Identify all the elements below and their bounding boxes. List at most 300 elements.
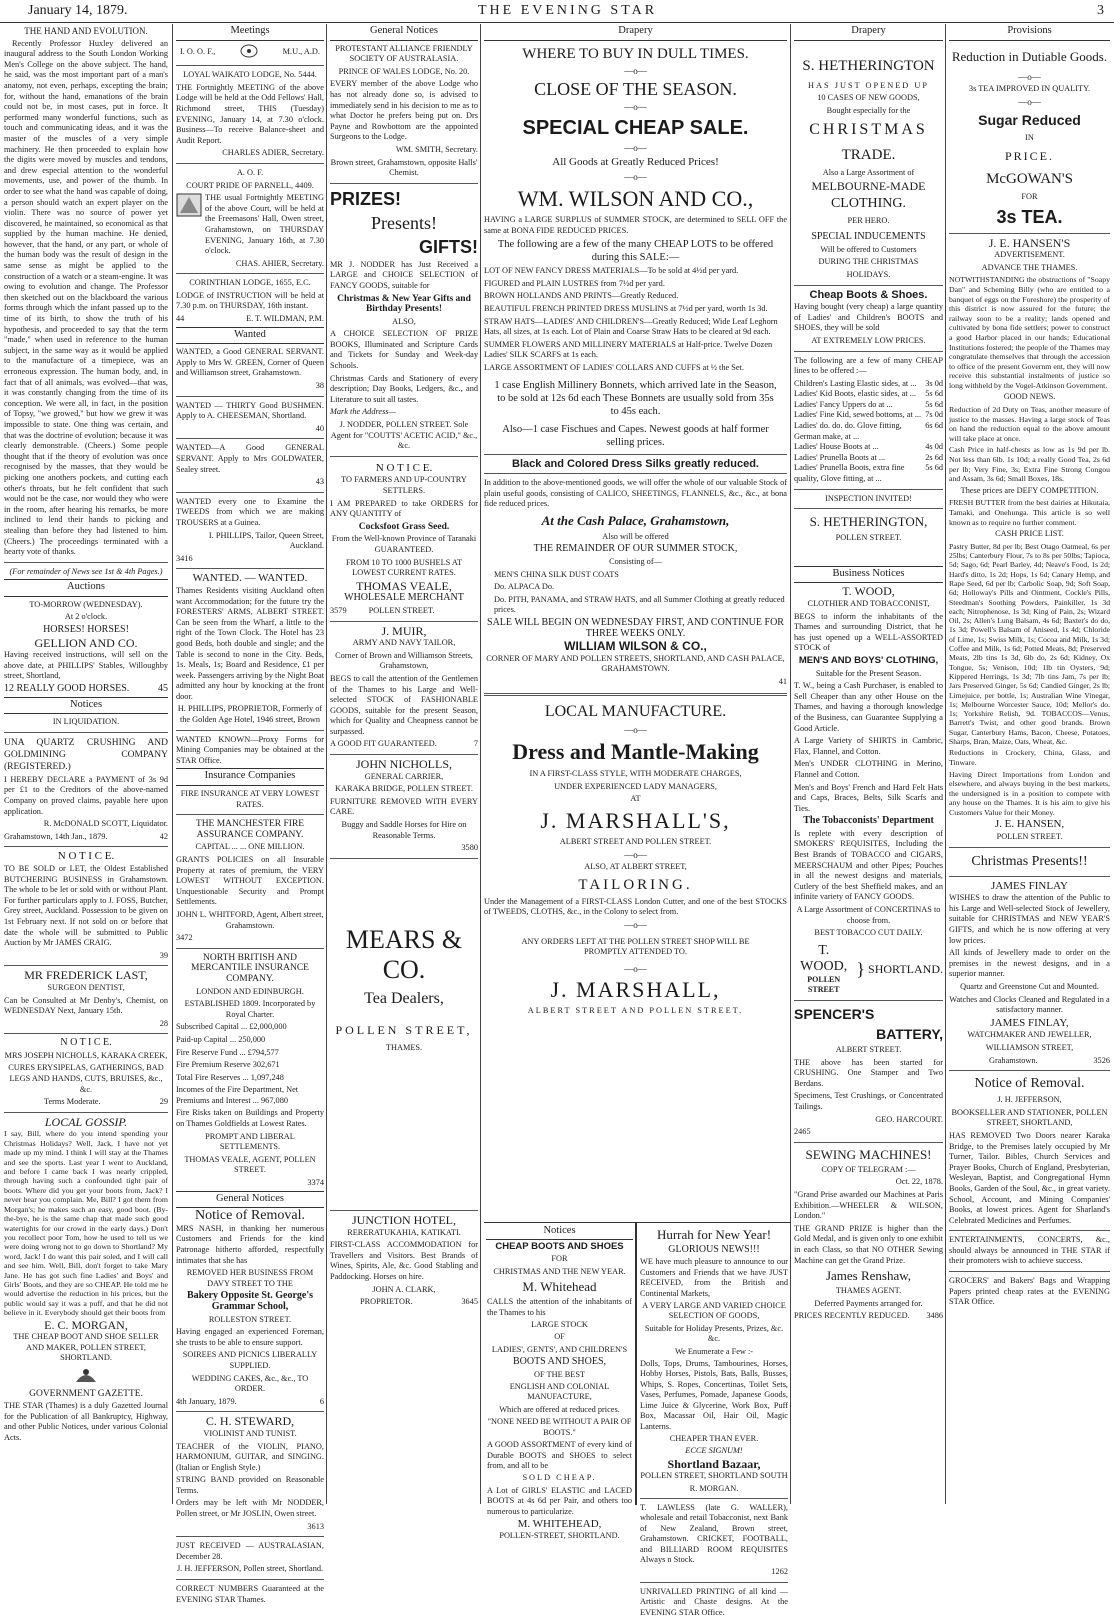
sale-body: Also will be offered [602, 531, 669, 541]
notice-heading: IN LIQUIDATION. [52, 717, 120, 727]
price-item: Ladies' Kid Boots, elastic sides, at ... [794, 389, 917, 399]
headline: GLORIOUS NEWS!!! [668, 1244, 760, 1255]
ad-number: 45 [158, 683, 168, 695]
finance-line: Fire Premium Reserve 302,671 [176, 1060, 280, 1070]
column-3 [330, 24, 478, 1504]
price-value: 7s 0d [925, 410, 943, 420]
price-row [794, 389, 943, 400]
dentist-role: SURGEON DENTIST, [47, 982, 125, 992]
merchant-name: S. HETHERINGTON [802, 57, 935, 74]
sale-lot: MEN'S CHINA SILK DUST COATS [494, 569, 619, 579]
sale-lot: Do. ALPACA Do. [494, 582, 555, 592]
mears-title: MEARS & CO. [345, 924, 463, 984]
capital: CAPITAL ... ... ONE MILLION. [195, 842, 305, 852]
tagline: FOR [1021, 191, 1038, 201]
notice-body: Cash Price in half-chests as low as 1s 9d per lb. Not less than 6lb. 1s 10d; a really Good Tea, 2s 6d per lb; Very Fine, 3s; Extra Fine Strong Congou and Assam, 3s 6d; Small Boxes, 18s. [949, 445, 1110, 484]
musician-name: C. H. STEWARD, [205, 1414, 295, 1429]
town: SHORTLAND. [868, 962, 943, 977]
price-value: 3s 0d [925, 378, 943, 388]
price-row [794, 453, 943, 464]
notice-body: FURNITURE REMOVED WITH EVERY CARE. [330, 796, 478, 817]
page-number: 3 [1097, 3, 1104, 18]
price-value: 5s 6d [925, 399, 943, 409]
tagline: DURING THE CHRISTMAS [818, 257, 919, 267]
insurance-heading: FIRE INSURANCE AT VERY LOWEST RATES. [180, 789, 320, 809]
merchant-role: WHOLESALE MERCHANT [344, 592, 464, 604]
company-name: UNA QUARTZ CRUSHING AND GOLDMINING COMPANY (REGISTERED.) [4, 737, 168, 772]
notice-body: THE above has been started for CRUSHING. One Stamper and Two Berdans. [794, 1057, 943, 1088]
ad-number: 3472 [176, 933, 193, 943]
sale-lot: Also—1 case Fischues and Capes. Newest goods at half former selling prices. [502, 423, 769, 448]
auction-headline: HORSES! HORSES! [43, 624, 129, 636]
wanted-ad: WANTED KNOWN—Proxy Forms for Mining Companies may be obtained at the STAR Office. [176, 734, 324, 765]
bootmaker-name: E. C. MORGAN, [44, 1317, 128, 1332]
notice-date: 4th January, 1879. [176, 1396, 237, 1406]
tagline: IN [1025, 133, 1034, 143]
sale-body: THE REMAINDER OF OUR SUMMER STOCK, [533, 543, 738, 555]
auction-date: TO-MORROW (WEDNESDAY). [29, 599, 143, 609]
tagline: ALSO, AT ALBERT STREET, [584, 862, 687, 872]
gazette-body: THE STAR (Thames) is a duly Gazetted Journal for the Publication of all Bankruptcy, Highway, and other Public Notices, under various Colonial Acts. [4, 1401, 168, 1442]
removal-body: REMOVED HER BUSINESS FROM DAVY STREET TO THE [186, 1268, 314, 1288]
address: ALBERT STREET AND POLLEN STREET. [527, 1006, 744, 1016]
emblem-icon [176, 193, 202, 257]
notice-body: T. LAWLESS (late G. WALLER), wholesale and retail Tobacconist, next Bank of New Zealand, Brown street, Grahamstown. CRICKET, FOOTBALL, and BILLIARD ROOM REQUISITES Always n Stock. [640, 1502, 788, 1564]
issue-date: January 14, 1879. [28, 3, 128, 18]
removal-body: SOIREES AND PICNICS LIBERALLY SUPPLIED. [182, 1350, 318, 1370]
sale-intro: The following are a few of the many CHEAP LOTS to be offered during this SALE:— [497, 239, 774, 264]
headline: Reduction in Dutiable Goods. [951, 48, 1108, 64]
notice-body: Reductions in Crockery, China, Glass, and Tinware. [949, 748, 1110, 767]
notice-body: BOOTS AND SHOES, [512, 1356, 607, 1368]
notice-body: Buggy and Saddle Horses for Hire on Reasonable Terms. [341, 820, 467, 840]
section-header-auctions: Auctions [4, 579, 168, 597]
notice-body: ANY ORDERS LEFT AT THE POLLEN STREET SHOP WILL BE PROMPTLY ATTENDED TO. [521, 936, 750, 957]
notice-body: OF [554, 1332, 565, 1342]
ad-number: 28 [159, 1018, 168, 1028]
street: POLLEN STREET. [996, 832, 1063, 842]
headline: 3s TEA. [996, 206, 1063, 227]
signature: H. PHILLIPS, PROPRIETOR, Formerly of the Golden Age Hotel, 1946 street, Brown [177, 704, 323, 725]
notice-body: I AM PREPARED to take ORDERS for ANY QUANTITY of [330, 498, 478, 519]
merchant-name: M. Whitehead [522, 1279, 597, 1295]
insurance-body: Fire Risks taken on Buildings and Property on Thames Goldfields at Lowest Rates. [176, 1108, 324, 1129]
musician-body: TEACHER of the VIOLIN, PIANO, HARMONIUM, GUITAR, and SINGING. (Italian or English Style.) [176, 1441, 324, 1472]
received-notice: JUST RECEIVED — AUSTRALASIAN, December 28. [176, 1541, 324, 1561]
correct-numbers: CORRECT NUMBERS Guaranteed at the EVENING STAR Thames. [176, 1584, 324, 1604]
signature: GEO. HARCOURT. [875, 1114, 943, 1124]
ad-number: 3580 [461, 843, 478, 853]
headline: Sugar Reduced [978, 112, 1081, 129]
wanted-ad: WANTED every one to Examine the TWEEDS from which we are making TROUSERS at a Guinea. [176, 496, 324, 527]
merchant-role: THAMES AGENT. [835, 1286, 902, 1296]
headline: SPECIAL CHEAP SALE. [522, 116, 749, 139]
notice-body: Deferred Payments arranged for. [814, 1298, 923, 1308]
society-name: PROTESTANT ALLIANCE FRIENDLY SOCIETY OF AUSTRALASIA. [335, 43, 473, 64]
merchant-name: S. HETHERINGTON, [809, 514, 928, 530]
column-6: Provisions Reduction in Dutiable Goods. —o— 3s TEA IMPROVED IN QUALITY. —o— Sugar Reduced IN PRICE. McGOWAN'S FOR 3s TEA. J. E. HANSEN'S ADVERTISEMENT. ADVANCE THE THAMES. NOTWITHSTANDING the obstructions of "Soapy Dan" and Scheming Billy (who are entitled to a banquet of eggs on the Foreshore) the prosperity of this district is now assured for the future; the railway soon to be a reality; lands opened and cultivated by bona fide settlers; power to construct a good Harbor placed in our hands; Educational Institutions fostered; the people of the Thames may congratulate themselves that through the accession to office of the present Governm ent, they will now receive this substantial instalments of justice so long withheld by the Vogel-Atkinson Government. GOOD NEWS. Reduction of 2d Duty on Teas, another measure of justice to the masses. Having a large stock of Teas on hand the reduction equal to the above amount will take place at once. Cash Price in half-chests as low as 1s 9d per lb. Not less than 6lb. 1s 10d; a really Good Tea, 2s 6d per lb; Very Fine, 3s; Extra Fine Strong Congou and Assam, 3s 6d; Small Boxes, 18s. These prices are DEFY COMPETITION. FRESH BUTTER from the best dairies at Hikutaia, Tamaki, and Onehunga. This article is so well known as to require no further comment. CASH PRICE LIST. Pastry Butter, 8d per lb; Best Otago Oatmeal, 6s per 25lbs; Canterbury Flour, 7s to 8s per 50lbs; Tapioca, 5d; Sago, 6d; Pearl Barley, 4d; Neave's Food, 1s 2d; Hard's ditto, 1s 2d; Hops, 1s 6d; Canary Hemp, and Rape Seed, 6d per lb; Carbolic Soap, 9d; Soft Soap, 6d; Holloway's Pills and Ointment, Cockle's Pills, Steedman's Soothing Powders, Painkiller, 1s 3d each; Nitrophenose, 1s 3d; King of Pain, 2s; Wizard Oil, 2s; Allen's Lung Balsam, 4s 6d; Baxter's do do, 1s 3d; Powell's Balsam of Aniseed, 1s 4d; Chloride of Lime, 1s; Swiss Milk, 1s; Cocoa and Milk, 1s 3d; Coffee and Milk, 1s 6d; Potted Meats, 8d; Preserved Meats, 2lb tins 1s 3d, 6lb do, 2s 6d; Kidney, Ox Tongue, 5s; Venison, 10d; 1lb tin Oysters, 9d; Kippered Herrings, 1s 3d; 7lb tins Jam, 7s per lb; Jars Preserved Ginger, 5s 6d; Candied Ginger, 2s lb; Limejuice, per bottle, 1s; Australian Wine Vinegar, 1s; Melbourne Worcester Sauce, 10d; Mellor's do. 1s; Yorkshire Relish, 9d. TOBACCOS—Venus, Barrett's Twist, and other good brands. Brown Sugar, Canterbury Hams, Bacon, Cheese, Potatoes, Sharps, Bran, Maize, Oats, Wheat, &c. Reductions in Crockery, China, Glass, and Tinware. Having Direct Importations from London and elsewhere, and always buying in the best markets, the undersigned is in a position to compete with any house on the Thames. It is his aim to give his Customers Value for their Money. J. E. HANSEN, POLLEN STREET. Christmas Presents!! JAMES FINLAY WISHES to draw the attention of the Public to his Large and Well-selected Stock of Jewellery, suitable for CHRISTMAS and NEW YEAR'S GIFTS, and which he is now offering at very low prices. All kinds of Jewellery made to order on the premises in the newest designs, and in a superior manner. Quartz and Greenstone Cut and Mounted. Watches and Clocks Cleaned and Regulated in a satisfactory manner. JAMES FINLAY, WATCHMAKER AND JEWELLER, WILLIAMSON STREET, Grahamstown. 3526 Notice of Removal. J. H. JEFFERSON, BOOKSELLER AND STATIONER, POLLEN STREET, SHORTLAND, HAS REMOVED Two Doors nearer Karaka Bridge, to the Premises lately occupied by Mr Turner, Tailor. Bibles, Church Services and Prayer Books, Church of England, Presbyterian, Wesleyan, Baptist, and Congregational Hymn Books, Garden of the Soul, &c., in great variety. School, Account, and Mining Companies' Books, at lowest prices. Agent for Sharland's Celebrated Medicines and Perfumes. ENTERTAINMENTS, CONCERTS, &c., should always be announced in THE STAR if their promoters wish to achieve success. GROCERS' and Bakers' Bags and Wrapping Papers printed cheap rates at the EVENING STAR Office. [949, 25, 1110, 1307]
street: ROLLESTON STREET. [208, 1314, 292, 1324]
notice-body: Men's and Boys' French and Hard Felt Hats and Caps, Braces, Belts, Silk Scarfs and Ties. [794, 782, 943, 813]
street: POLLEN STREET [807, 974, 841, 995]
section-header-provisions: Provisions [949, 24, 1110, 41]
meeting-body: THE usual Fortnightly MEETING of the above Court, will be held at the Freemasons' Hall, Owen street, Grahamstown, on THURSDAY EVENING, January 16th, at 7.30 o'clock. [205, 193, 324, 256]
newspaper-title: THE EVENING STAR [478, 3, 658, 18]
notice-body: Can be Consulted at Mr Denby's, Chemist, on WEDNESDAY Next, January 15th. [4, 995, 168, 1016]
sale-lot: LOT OF NEW FANCY DRESS MATERIALS—To be sold at 4½d per yard. [484, 266, 739, 276]
ad-number: 1262 [771, 1567, 788, 1577]
notice-body: A CHOICE SELECTION OF PRIZE BOOKS, Illuminated and Scripture Cards and Tickets for Sunday and Week-day Schools. [330, 329, 478, 371]
prizes-headline: PRIZES! [330, 188, 402, 209]
tagline: PER HERO. [847, 215, 890, 225]
price-item: Ladies' House Boots at ... [794, 442, 879, 452]
ad-number: 44 [176, 314, 185, 324]
tagline: Suitable for the Present Season. [815, 668, 922, 678]
column-2 [176, 24, 324, 1604]
ad-number: 3613 [307, 1521, 324, 1531]
bazaar-box [636, 1222, 791, 1617]
tagline: FOR [551, 1254, 568, 1264]
headline: Cheap Boots & Shoes. [809, 288, 928, 301]
notice-body: LARGE STOCK [531, 1320, 588, 1330]
removal-body: WEDDING CAKES, &c., &c., TO ORDER. [191, 1373, 309, 1394]
signature: WM. SMITH, Secretary. [395, 144, 478, 154]
product: Cocksfoot Grass Seed. [358, 521, 450, 532]
insurance-body: GRANTS POLICIES on all Insurable Property at rates of premium, the VERY LOWEST WITHOUT EXCEPTION. Unquestionable Security and Prompt Settlements. [176, 855, 324, 907]
headline: LOCAL MANUFACTURE. [544, 702, 727, 720]
merchant-name: WM. WILSON AND CO., [517, 185, 754, 211]
notice-body: "NONE NEED BE WITHOUT A PAIR OF BOOTS." [487, 1417, 632, 1437]
headline: SPECIAL INDUCEMENTS [811, 231, 926, 243]
headline: McGOWAN'S [986, 170, 1073, 187]
finance-line: Total Fire Reserves ... 1,097,248 [176, 1072, 284, 1082]
hotel-name: JUNCTION HOTEL, [352, 1213, 456, 1227]
merchant-name: T. WOOD, [800, 942, 848, 974]
column-4: Drapery WHERE TO BUY IN DULL TIMES. —o— CLOSE OF THE SEASON. —o— SPECIAL CHEAP SALE. —o— All Goods at Greatly Reduced Prices! —o— WM. WILSON AND CO., HAVING a LARGE SURPLUS of SUMMER STOCK, are determined to SELL OFF the same at BONA FIDE REDUCED PRICES. The following are a few of the many CHEAP LOTS to be offered during this SALE:— LOT OF NEW FANCY DRESS MATERIALS—To be sold at 4½d per yard. FIGURED and PLAIN LUSTRES from 7½d per yard. BROWN HOLLANDS AND PRINTS—Greatly Reduced. BEAUTIFUL FRENCH PRINTED DRESS MUSLINS at 7½d per yard, worth 1s 3d. STRAW HATS—LADIES' AND CHILDREN'S—Greatly Reduced; Wide Leaf Leghorn Hats, all sizes, at 1s each. Lot of Plain and Coarse Straw Hats to be cleared at 9d each. SUMMER FLOWERS AND MILLINERY MATERIALS at Half-price. Twelve Dozen Ladies' SILK SCARFS at 1s each. LARGE ASSORTMENT OF LADIES' COLLARS AND CUFFS at ½ the Set. 1 case English Millinery Bonnets, which arrived late in the Season, to be sold at 12s 6d each These Bonnets are usually sold from 35s to 45s each. Also—1 case Fischues and Capes. Newest goods at half former selling prices. Black and Colored Dress Silks greatly reduced. In addition to the above-mentioned goods, we will offer the whole of our valuable Stock of plain useful goods, consisting of CALICO, SHEETINGS, FLANNELS, &c., &c., at bona fide reduced prices. At the Cash Palace, Grahamstown, Also will be offered THE REMAINDER OF OUR SUMMER STOCK, Consisting of— MEN'S CHINA SILK DUST COATS Do. ALPACA Do. Do. PITH, PANAMA, and STRAW HATS, and all Summer Clothing at greatly reduced prices. SALE WILL BEGIN ON WEDNESDAY FIRST, AND CONTINUE FOR THREE WEEKS ONLY. WILLIAM WILSON & CO., CORNER OF MARY AND POLLEN STREETS, SHORTLAND, AND CASH PALACE, GRAHAMSTOWN. 41 LOCAL MANUFACTURE. —o— Dress and Mantle-Making IN A FIRST-CLASS STYLE, WITH MODERATE CHARGES, UNDER EXPERIENCED LADY MANAGERS, AT J. MARSHALL'S, ALBERT STREET AND POLLEN STREET. —o— ALSO, AT ALBERT STREET, TAILORING. Under the Management of a FIRST-CLASS London Cutter, and one of the best STOCKS of TWEEDS, CLOTHS, &c., in the Colony to select from. —o— ANY ORDERS LEFT AT THE POLLEN STREET SHOP WILL BE PROMPTLY ATTENDED TO. —o— J. MARSHALL, ALBERT STREET AND POLLEN STREET. [484, 25, 787, 1016]
wanted-ad: Thames Residents visiting Auckland often want Accommodation; for the future try the FORESTERS' ARMS, ALBERT STREET. Can be seen from the Wharf, a little to the right of the Town Clock. The Hotel has 23 good Beds, both double and single; and the Table is second to none in the City. Beds, 1s. Meals, 1s; Board and Residence, £1 per week. Passengers arriving by the Night Boat admitted any hour by knocking at the front door. [176, 585, 324, 701]
musician-body: STRING BAND provided on Reasonable Terms. [176, 1475, 324, 1495]
notice-body: T. W., being a Cash Purchaser, is enabled to Sell Cheaper than any other House on the Thames, and having a thorough knowledge of the Business, can Guarantee Supplying a Good Article. [794, 681, 943, 733]
headline: The Tobacconists' Department [803, 815, 934, 827]
gazette-title: GOVERNMENT GAZETTE. [29, 1388, 143, 1399]
removal-body: Having engaged an experienced Foreman, she trusts to be able to ensure support. [176, 1327, 324, 1347]
notice-body: LADIES', GENTS', AND CHILDREN'S [491, 1344, 628, 1354]
column-1 [4, 24, 168, 1504]
musician-body: Orders may be left with Mr NODDER, Pollen street, or Mr JOSLIN, Owen street. [176, 1498, 324, 1519]
finance-line: Subscribed Capital ... £2,000,000 [176, 1022, 287, 1032]
also: ALSO, [392, 316, 416, 326]
ad-number: 3486 [926, 1311, 943, 1321]
section-header-drapery: Drapery [794, 24, 943, 41]
notice-body: OF THE BEST [533, 1369, 586, 1379]
notice-body: Suitable for Holiday Presents, Prizes, &c. &c. [644, 1323, 784, 1344]
merchant-name: J. E. HANSEN'S [988, 235, 1071, 250]
finance-line: Incomes of the Fire Department, Net Premiums and Interest ... 967,080 [176, 1085, 299, 1105]
meeting-body: LODGE of INSTRUCTION will be held at 7.30 p.m. on THURSDAY, 16th instant. [176, 290, 324, 311]
price-value: 6s 6d [925, 421, 943, 431]
sale-body: Consisting of— [609, 557, 662, 567]
remainder-note: (For remainder of News see 1st & 4th Pages.) [9, 566, 163, 576]
section-header-insurance: Insurance Companies [176, 768, 324, 786]
section-header-notices: Notices [4, 697, 168, 715]
price-item: Children's Lasting Elastic sides, at ... [794, 378, 917, 388]
notice-body: NOTWITHSTANDING the obstructions of "Soapy Dan" and Scheming Billy (who are entitled to a banquet of eggs on the Foreshore) the prosperity of this district is now assured for the future; the railway soon to be a reality; lands opened and cultivated by bona fide settlers; power to construct a good Harbor placed in our hands; Educational Institutions fostered; the people of the Thames may congratulate themselves that through the accession to office of the present Governm ent, they will now receive this substantial instalments of justice so long withheld by the Vogel-Atkinson Government. [949, 275, 1110, 390]
meeting-body: THE Fortnightly MEETING of the above Lodge will be held at the Odd Fellows' Hall, Richmond street, THIS (Tuesday) EVENING, January 14, at 7.30 o'clock. Business—To receive Balance-sheet and Audit Report. [176, 82, 324, 145]
price-item: Ladies' Fine Kid, sewed bottoms, at ... [794, 410, 922, 420]
column-rule [172, 24, 173, 1504]
notice-body: HAS REMOVED Two Doors nearer Karaka Bridge, to the Premises lately occupied by Mr Turner, Tailor. Bibles, Church Services and Prayer Books, Church of England, Presbyterian, Wesleyan, Baptist, and Congregational Hymn Books, Garden of the Soul, &c., in great variety. School, Account, and Mining Companies' Books, at lowest prices. Agent for Sharland's Celebrated Medicines and Perfumes. [949, 1130, 1110, 1225]
ad-number: 3526 [1093, 1055, 1110, 1065]
tagline: 10 CASES OF NEW GOODS, [817, 93, 920, 103]
section-header-meetings: Meetings [176, 24, 324, 41]
sale-lot: Do. PITH, PANAMA, and STRAW HATS, and all Summer Clothing at greatly reduced prices. [494, 594, 785, 615]
wanted-heading: WANTED. — WANTED. [192, 572, 308, 585]
carrier-name: JOHN NICHOLLS, [356, 757, 452, 772]
tagline: IN A FIRST-CLASS STYLE, WITH MODERATE CHARGES, [529, 769, 742, 779]
price-item: Ladies' Prunella Boots at ... [794, 452, 886, 462]
sale-lot: BEAUTIFUL FRENCH PRINTED DRESS MUSLINS at 7½d per yard, worth 1s 3d. [484, 303, 768, 313]
signature: J. H. JEFFERSON, Pollen street, Shortland. [176, 1564, 324, 1574]
notice-body: Under the Management of a FIRST-CLASS London Cutter, and one of the best STOCKS of TWEEDS, CLOTHS, &c., in the Colony to select from. [484, 896, 787, 917]
notice-body: Dolls, Tops, Drums, Tambourines, Horses, Hobby Horses, Pistols, Bats, Balls, Busses, Whips, S. Ropes, Concertinas, Toilet Sets, Vases, Perfumes, Pomade, Japanese Goods, Lime Juice & Glycerine, Work Box, Puff Box, Macassar Oil, Hair Oil, Magic Lanterns. [640, 1359, 788, 1431]
notice-body: Quartz and Greenstone Cut and Mounted. [960, 982, 1099, 991]
signature: CHAS. AHIER, Secretary. [235, 258, 324, 268]
company-location: LONDON AND EDINBURGH. [196, 986, 304, 996]
notice-body: From the Well-known Province of Taranaki GUARANTEED. [331, 534, 477, 554]
street: ALBERT STREET. [835, 1045, 902, 1054]
section-header-general: General Notices [330, 24, 478, 41]
proprietor-role: PROPRIETOR. [360, 1297, 413, 1307]
headline: MELBOURNE-MADE [811, 178, 926, 193]
tagline: Also a Large Assortment of [822, 168, 915, 178]
notice-body: Specimens, Test Crushings, or Concentrated Tailings. [794, 1091, 943, 1111]
notice-body: Having bought (very cheap) a large quantity of Ladies' and Children's BOOTS and SHOES, they will be sold [794, 302, 943, 333]
ad-number: 7 [473, 739, 478, 749]
notice-body: FRESH BUTTER from the best dairies at Hikutaia, Tamaki, and Onehunga. This article is so well known as to require no further comment. [949, 498, 1110, 527]
merchant-role: BOOKSELLER AND STATIONER, POLLEN STREET, SHORTLAND, [951, 1107, 1108, 1128]
tailor-role: ARMY AND NAVY TAILOR, [352, 638, 456, 648]
merchant-name: J. MARSHALL'S, [540, 807, 731, 833]
boots-headline: CHEAP BOOTS AND SHOES [495, 1241, 624, 1252]
notice-body: SOLD CHEAP. [522, 1473, 597, 1483]
gossip-body: I say, Bill, where do you intend spending your Christmas Holidays? Well, Jack, I have not yet made up my mind. I think I will stay at the Thames and see the sports. Last year I went to Auckland, and before I came back I was nearly crippled, through having such a confounded tight pair of boots. Where did you get your boots from, Jack? I never hear you complain. Me, Bill? I got them from Morgan's; he makes such an easy, good boot. (By-the-bye, he is the same chap that made such good watertights for our crowd in the early days.) Don't you recollect poor Tom, how he used to tell us we were doing wrong not to go down to Shortland? My word, Jack! I do want this pair soled, and I will call and see him. Well, Bill, don't forget to take Mary Jane. He has got such fine Ladies' and Boys' and Girls' Boots, and they are so CHEAP. He told me he would advertise the reduction in his prices, but the public would say it was a puff, and that he did not believe in it. Everybody should get their boots from [4, 1129, 168, 1318]
headline: PRICE. [1004, 148, 1054, 163]
notices-box [484, 1222, 636, 1541]
merchant-name: J. H. JEFFERSON, [997, 1095, 1062, 1105]
town: Grahamstown. [989, 1055, 1038, 1065]
headline: SEWING MACHINES! [805, 1146, 932, 1162]
wanted-ad: WANTED — THIRTY Good BUSHMEN. Apply to A. CHEESEMAN, Shortland. [176, 400, 324, 421]
notice-body: We Enumerate a Few :- [674, 1346, 754, 1356]
tagline: PRICES RECENTLY REDUCED. [794, 1311, 910, 1321]
notice-body: The following are a few of many CHEAP lines to be offered :— [794, 355, 943, 376]
sale-body: HAVING a LARGE SURPLUS of SUMMER STOCK, are determined to SELL OFF the same at BONA FIDE REDUCED PRICES. [484, 214, 787, 235]
tagline: AT EXTREMELY LOW PRICES. [811, 335, 926, 345]
merchant-name: J. E. HANSEN, [994, 818, 1065, 831]
notice-body: A Lot of GIRLS' ELASTIC and LACED BOOTS at 4s 6d per Pair, and others too numerous to particularize. [487, 1485, 632, 1516]
cash-palace: At the Cash Palace, Grahamstown, [541, 512, 730, 528]
column-rule [945, 24, 946, 1504]
mears-subtitle: Tea Dealers, [364, 989, 444, 1007]
headline: Christmas Presents!! [971, 853, 1088, 869]
tagline: ADVERTISEMENT. [994, 250, 1065, 260]
sale-lot: STRAW HATS—LADIES' AND CHILDREN'S—Greatly Reduced; Wide Leaf Leghorn Hats, all sizes, at 1s each. Lot of Plain and Coarse Straw Hats to be cleared at 9d each. [484, 316, 778, 337]
removal-title: Notice of Removal. [194, 1208, 306, 1224]
sale-lot: SUMMER FLOWERS AND MILLINERY MATERIALS at Half-price. Twelve Dozen Ladies' SILK SCARFS at 1s each. [484, 339, 773, 360]
notice-body: BEGS to call the attention of the Gentlemen of the Thames to his Large and Well-selected STOCK of FASHIONABLE GOODS, suitable for the present Season, which for Quality and Cheapness cannot be surpassed. [330, 673, 478, 736]
tagline: CHRISTMAS AND THE NEW YEAR. [493, 1266, 626, 1276]
tagline: BEST TOBACCO CUT DAILY. [814, 928, 923, 938]
column-5: Drapery S. HETHERINGTON HAS JUST OPENED UP 10 CASES OF NEW GOODS, Bought especially for the CHRISTMAS TRADE. Also a Large Assortment of MELBOURNE-MADE CLOTHING. PER HERO. SPECIAL INDUCEMENTS Will be offered to Customers DURING THE CHRISTMAS HOLIDAYS. Cheap Boots & Shoes. Having bought (very cheap) a large quantity of Ladies' and Children's BOOTS and SHOES, they will be sold AT EXTREMELY LOW PRICES. The following are a few of many CHEAP lines to be offered :— Children's Lasting Elastic sides, at ... 3s 0d Ladies' Kid Boots, elastic sides, at ... 5s 6d Ladies' Fancy Uppers do at ... 5s 6d Ladies' Fine Kid, sewed bottoms, at ... 7s 0d Ladies' do. do. do. Glove fitting, German make, at ... 6s 6d Ladies' House Boots at ... 4s 0d Ladies' Prunella Boots at ... 2s 6d Ladies' Prunella Boots, extra fine quality, Glove fitting, at ... 5s 6d INSPECTION INVITED! S. HETHERINGTON, POLLEN STREET. Business Notices T. WOOD, CLOTHIER AND TOBACCONIST, BEGS to inform the inhabitants of the Thames and surrounding District, that he has just opened up a WELL-ASSORTED STOCK of MEN'S AND BOYS' CLOTHING, Suitable for the Present Season. T. W., being a Cash Purchaser, is enabled to Sell Cheaper than any other House on the Thames, and having a thorough knowledge of the Business, can Guarantee Supplying a Good Article. A Large Variety of SHIRTS in Cambric, Flax, Flannel, and Cotton. Men's UNDER CLOTHING in Merino, Flannel and Cotton. Men's and Boys' French and Hard Felt Hats and Caps, Braces, Belts, Silk Scarfs and Ties. The Tobacconists' Department Is replete with every description of SMOKERS' REQUISITES, Including the Best Brands of TOBACCO and CIGARS, MEERSCHAUM and other Pipes; Pouches in all the newest designs and materials, Cutlery of the best Sheffield makes, and an infinite variety of FANCY GOODS. A Large Assortment of CONCERTINAS to choose from. BEST TOBACCO CUT DAILY. T. WOOD, POLLEN STREET } SHORTLAND. SPENCER'S BATTERY, ALBERT STREET. THE above has been started for CRUSHING. One Stamper and Two Berdans. Specimens, Test Crushings, or Concentrated Tailings. GEO. HARCOURT. 2465 SEWING MACHINES! COPY OF TELEGRAM :— Oct. 22, 1878. "Grand Prise awarded our Machines at Paris Exhibition.—WHEELER & WILSON, London." THE GRAND PRIZE is higher than the Gold Medal, and is given only to one exhibit in each Class, so that NO OTHER Sewing Machine can get the Grand Prize. James Renshaw, THAMES AGENT. Deferred Payments arranged for. PRICES RECENTLY REDUCED. 3486 [794, 25, 943, 1321]
price-value: 2s 6d [925, 452, 943, 462]
notice-body: Men's UNDER CLOTHING in Merino, Flannel and Cotton. [794, 759, 943, 779]
section-header-drapery: Drapery [484, 24, 787, 41]
address: ALBERT STREET AND POLLEN STREET. [559, 836, 712, 846]
dentist-name: MR FREDERICK LAST, [24, 968, 148, 983]
merchant-name: T. WOOD, [842, 584, 895, 599]
signature: R. McDONALD SCOTT, Liquidator. [43, 819, 168, 829]
bakery-location: Bakery Opposite St. George's Grammar School, [186, 1290, 314, 1312]
address: J. NODDER, POLLEN STREET. Sole Agent for "COUTTS' ACETIC ACID," &c., &c. [330, 420, 478, 451]
tagline: HOLIDAYS. [846, 269, 891, 279]
notice-body: Watches and Clocks Cleaned and Regulated in a satisfactory manner. [949, 994, 1110, 1015]
gossip-title: LOCAL GOSSIP. [44, 1114, 128, 1129]
wanted-ad: WANTED—A Good GENERAL SERVANT. Apply to Mrs GOLDWATER, Sealey street. [176, 443, 324, 474]
section-header-notices: Notices [486, 1223, 633, 1240]
tailor-name: J. MUIR, [381, 623, 427, 638]
headline: MEN'S AND BOYS' CLOTHING, [798, 654, 939, 666]
street: POLLEN STREET, [335, 1022, 473, 1037]
insurance-tagline: PROMPT AND LIBERAL SETTLEMENTS. [205, 1131, 295, 1152]
lodge-name: CORINTHIAN LODGE, 1655, E.C. [189, 278, 311, 288]
notice-body: CHEAPER THAN EVER. [669, 1433, 759, 1443]
battery-name: BATTERY, [876, 1026, 943, 1042]
merchant-name: THOMAS VEALE, [356, 578, 452, 593]
notice-body: A Large Variety of SHIRTS in Cambric, Flax, Flannel, and Cotton. [794, 736, 943, 756]
signature: E. T. WILDMAN, P.M. [246, 314, 324, 324]
ad-number: 42 [159, 831, 168, 841]
sale-dates: SALE WILL BEGIN ON WEDNESDAY FIRST, AND CONTINUE FOR THREE WEEKS ONLY. [487, 617, 784, 639]
notice-body: WISHES to draw the attention of the Public to his Large and Well-selected Stock of Jewellery, suitable for CHRISTMAS and NEW YEAR'S GIFTS, and which he is now offering at very low prices. [949, 893, 1110, 945]
column-rule [326, 24, 327, 1504]
ad-number: 38 [315, 381, 324, 391]
address: Brown street, Grahamstown, opposite Halls' Chemist. [330, 157, 478, 178]
notice-body: A Large Assortment of CONCERTINAS to choose from. [796, 905, 941, 925]
notice-body: "Grand Prise awarded our Machines at Paris Exhibition.—WHEELER & WILSON, London." [794, 1189, 943, 1221]
masthead [0, 0, 1114, 23]
bazaar-name: Shortland Bazaar, [667, 1456, 761, 1471]
hotel-body: FIRST-CLASS ACCOMMODATION for Travellers and Visitors. Best Brands of Wines, Spirits, Ale, &c. Good Stabling and Paddocking. Horses on hire. [330, 1240, 478, 1281]
section-header-wanted: Wanted [176, 327, 324, 345]
signature: I. PHILLIPS, Tailor, Queen Street, Auckland. [208, 530, 324, 551]
price-row [794, 463, 943, 484]
sale-body: In addition to the above-mentioned goods, we will offer the whole of our valuable Stock of plain useful goods, consisting of CALICO, SHEETINGS, FLANNELS, &c., &c., at bona fide reduced prices. [484, 478, 787, 509]
headline: CHRISTMAS [809, 121, 928, 139]
price-item: Ladies' Prunella Boots, extra fine quality, Glove fitting, at ... [794, 463, 905, 484]
headline: Hurrah for New Year! [656, 1227, 772, 1242]
removal-body: MRS NASH, in thanking her numerous Customers and Friends for the kind Patronage hitherto afforded, respectfully intimates that she has [176, 1223, 324, 1265]
price-row [794, 379, 943, 390]
ad-number: 2465 [794, 1127, 811, 1137]
section-header-general: General Notices [176, 1191, 324, 1209]
tagline: CASH PRICE LIST. [995, 529, 1064, 539]
tagline: Will be offered to Customers [820, 244, 917, 254]
notice-body: Christmas Cards and Stationery of every description; Day Books, Ledgers, &c., and Literature to suit all tastes. [330, 373, 478, 404]
merchant-name: R. MORGAN. [689, 1483, 739, 1493]
town: THAMES. [385, 1043, 423, 1053]
ad-number: 3645 [461, 1297, 478, 1307]
tagline: These prices are DEFY COMPETITION. [960, 485, 1099, 495]
notice-body: Reduction of 2d Duty on Teas, another measure of justice to the masses. Having a large stock of Teas on hand the reduction equal to the above amount will take place at once. [949, 405, 1110, 443]
notice-body: Pastry Butter, 8d per lb; Best Otago Oatmeal, 6s per 25lbs; Canterbury Flour, 7s to 8s per 50lbs; Tapioca, 5d; Sago, 6d; Pearl Barley, 4d; Neave's Food, 1s 2d; Hard's ditto, 1s 2d; Hops, 1s 6d; Canary Hemp, and Rape Seed, 6d per lb; Carbolic Soap, 9d; Soft Soap, 6d; Holloway's Pills and Ointment, Cockle's Pills, Steedman's Soothing Powders, Painkiller, 1s 3d each; Nitrophenose, 1s 3d; King of Pain, 2s; Wizard Oil, 2s; Allen's Lung Balsam, 4s 6d; Baxter's do do, 1s 3d; Powell's Balsam of Aniseed, 1s 4d; Chloride of Lime, 1s; Swiss Milk, 1s; Cocoa and Milk, 1s 3d; Coffee and Milk, 1s 6d; Potted Meats, 8d; Preserved Meats, 2lb tins 1s 3d, 6lb do, 2s 6d; Kidney, Ox Tongue, 5s; Venison, 10d; 1lb tin Oysters, 9d; Kippered Herrings, 1s 3d; 7lb tins Jam, 7s per lb; Jars Preserved Ginger, 5s 6d; Candied Ginger, 2s lb; Limejuice, per bottle, 1s; Australian Wine Vinegar, 1s; Melbourne Worcester Sauce, 10d; Mellor's do. 1s; Yorkshire Relish, 9d. TOBACCOS—Venus, Barrett's Twist, and other good brands. Brown Sugar, Canterbury Hams, Bacon, Cheese, Potatoes, Sharps, Bran, Maize, Oats, Wheat, &c. [949, 541, 1110, 747]
price-row [794, 442, 943, 453]
merchant-name: JAMES FINLAY, [990, 1016, 1069, 1029]
notice-body: BEGS to inform the inhabitants of the Thames and surrounding District, that he has just opened up a WELL-ASSORTED STOCK of [794, 611, 943, 653]
tagline: ADVANCE THE THAMES. [981, 262, 1078, 272]
notice-body: Which are offered at reduced prices. [499, 1404, 620, 1414]
subheadline: All Goods at Greatly Reduced Prices! [552, 156, 719, 169]
notice-body: A GOOD ASSORTMENT of every kind of Durable BOOTS and SHOES to select from, and all to be [487, 1440, 632, 1470]
article-title: THE HAND AND EVOLUTION. [24, 26, 148, 36]
gifts-subheading: Christmas & New Year Gifts and Birthday Presents! [337, 293, 471, 315]
address: POLLEN-STREET, SHORTLAND. [499, 1531, 620, 1541]
notice-heading: N O T I C E. [375, 461, 433, 474]
emblem-icon [240, 44, 258, 62]
merchant-name: M. WHITEHEAD, [517, 1517, 602, 1530]
tagline: UNDER EXPERIENCED LADY MANAGERS, [554, 781, 717, 791]
notice-body: TO BE SOLD or LET, the Oldest Established BUTCHERING BUSINESS in Grahamstown. The whole to be let or sold with or without Plant. For further particulars apply to J. FOSS, Butcher, Grey street, Auckland. Possession to be given on 1st February next. If not sold on or before that date the whole will be submitted to Public Auction by Mr JAMES CRAIG. [4, 863, 168, 948]
order-name: I. O. O. F., [180, 47, 216, 57]
price-list [794, 379, 943, 485]
court-name: COURT PRIDE OF PARNELL, 4409. [186, 180, 314, 190]
gifts-headline: GIFTS! [419, 236, 478, 257]
ad-number: 3374 [307, 1178, 324, 1188]
merchant-name: James Renshaw, [825, 1268, 912, 1284]
notice-body: I HEREBY DECLARE a PAYMENT of 3s 9d per £1 to the Creditors of the above-named Company on proved claims, payable here upon application. [4, 774, 168, 816]
tagline: AT [630, 794, 641, 804]
notice-body: CURES ERYSIPELAS, GATHERINGS, BAD LEGS AND HANDS, CUTS, BRUISES, &c., &c. [8, 1063, 164, 1094]
headline: WHERE TO BUY IN DULL TIMES. [522, 45, 749, 62]
headline: CLOSE OF THE SEASON. [534, 79, 737, 100]
address: CORNER OF MARY AND POLLEN STREETS, SHORTLAND, AND CASH PALACE, GRAHAMSTOWN. [486, 653, 785, 674]
ad-number: 3579 [330, 605, 347, 615]
notice-body: UNRIVALLED PRINTING of all kind —Artistic and Chaste designs. At the EVENING STAR Office. [640, 1586, 788, 1617]
price-row [794, 421, 943, 442]
auction-body: Having received instructions, will sell on the above date, at PHILLIPS' Stables, Willoughby street, Shortland, [4, 650, 168, 681]
notice-body: A VERY LARGE AND VARIED CHOICE SELECTION OF GOODS, [642, 1301, 786, 1321]
article-body: Recently Professor Huxley delivered an inaugural address to the South London Working Men's College on the above subject. The hand, he said, was the most important part of a man's anatomy, not even, perhaps, excepting the brain; for, without the hand, emanations of the brain could not be, in most cases, put in force. It performed many wonderful functions, such as touch and communicating ideas, and it was the master of the muscles of a very simple machinery. He then proceeded to explain how the digits were moved by muscles and tendons, and drew especial attention to the wonderful movements, use, and power of the thumb. In order to see what the hand was capable of doing, a person should watch an expert player on the violin. There was no source of power yet discovered, he maintained, so economical as that supplied by the human machine. He denied, however, that the hand, or any part, or whole of the human body was the result of design in the same sense as might be applied to the construction of a watch or a steam-engine. It was owing to evolution and change. The Professor then sketched out on the blackboard the various forms through which the infant passed up to the time of its birth, to show the truth of his hypothesis, and proceeded to say that the term "made," when used in reference to the human subject, in the same way as it would be applied to the manufacture of a timepiece, was an erroneous expression. The human body, and, in fact that of all animals, was evolved—that was, it was constantly changing from the time of its conception. We were all, in fact, in the position of Topsy, "we growed," but how we grew it was impossible to state. One thing was certain, and that was the doctrine of evolution; because it was clearly demonstrable. (Cheers.) Some people thought that if the theory of evolution was once recognised by the masses, that they would be picking one anothers pockets, and cutting each other's throats, but he felt confident that such would not be the case, nor would they who were in the room, after hearing his remarks, be more inclined to lend their hands to picking and stealing than before they had listened to him. (Cheers.) The proceedings terminated with a hearty vote of thanks. [4, 38, 168, 557]
street: POLLEN STREET. [368, 605, 435, 615]
notice-body: Is replete with every description of SMOKERS' REQUISITES, Including the Best Brands of TOBACCO and CIGARS, MEERSCHAUM and other Pipes; Pouches in all the newest designs and materials, Cutlery of the best Sheffield makes, and an infinite variety of FANCY GOODS. [794, 828, 943, 902]
notice-body: MR J. NODDER has Just Received a LARGE and CHOICE SELECTION of FANCY GOODS, suitable for [330, 259, 478, 290]
tagline: 3s TEA IMPROVED IN QUALITY. [968, 84, 1091, 94]
auction-lot: 12 REALLY GOOD HORSES. [4, 683, 130, 695]
notice-heading: N O T I C E. [60, 1037, 112, 1049]
order-name: M.U., A.D. [282, 47, 320, 57]
crest-icon [4, 1366, 168, 1387]
sale-lot: Black and Colored Dress Silks greatly reduced. [512, 457, 759, 470]
address: KARAKA BRIDGE, POLLEN STREET. [335, 784, 473, 794]
ad-number: 3416 [176, 553, 193, 563]
removal-title: Notice of Removal. [974, 1076, 1085, 1092]
advertiser-name: MRS JOSEPH NICHOLLS, KARAKA CREEK, [4, 1050, 168, 1060]
tagline: INSPECTION INVITED! [825, 493, 912, 503]
merchant-name: JAMES FINLAY [991, 879, 1068, 892]
finance-line: Fire Reserve Fund ... £794,577 [176, 1047, 279, 1057]
sale-lot: LARGE ASSORTMENT OF LADIES' COLLARS AND CUFFS at ½ the Set. [484, 362, 744, 372]
street: WILLIAMSON STREET, [985, 1042, 1074, 1052]
ad-number: 40 [315, 423, 324, 433]
